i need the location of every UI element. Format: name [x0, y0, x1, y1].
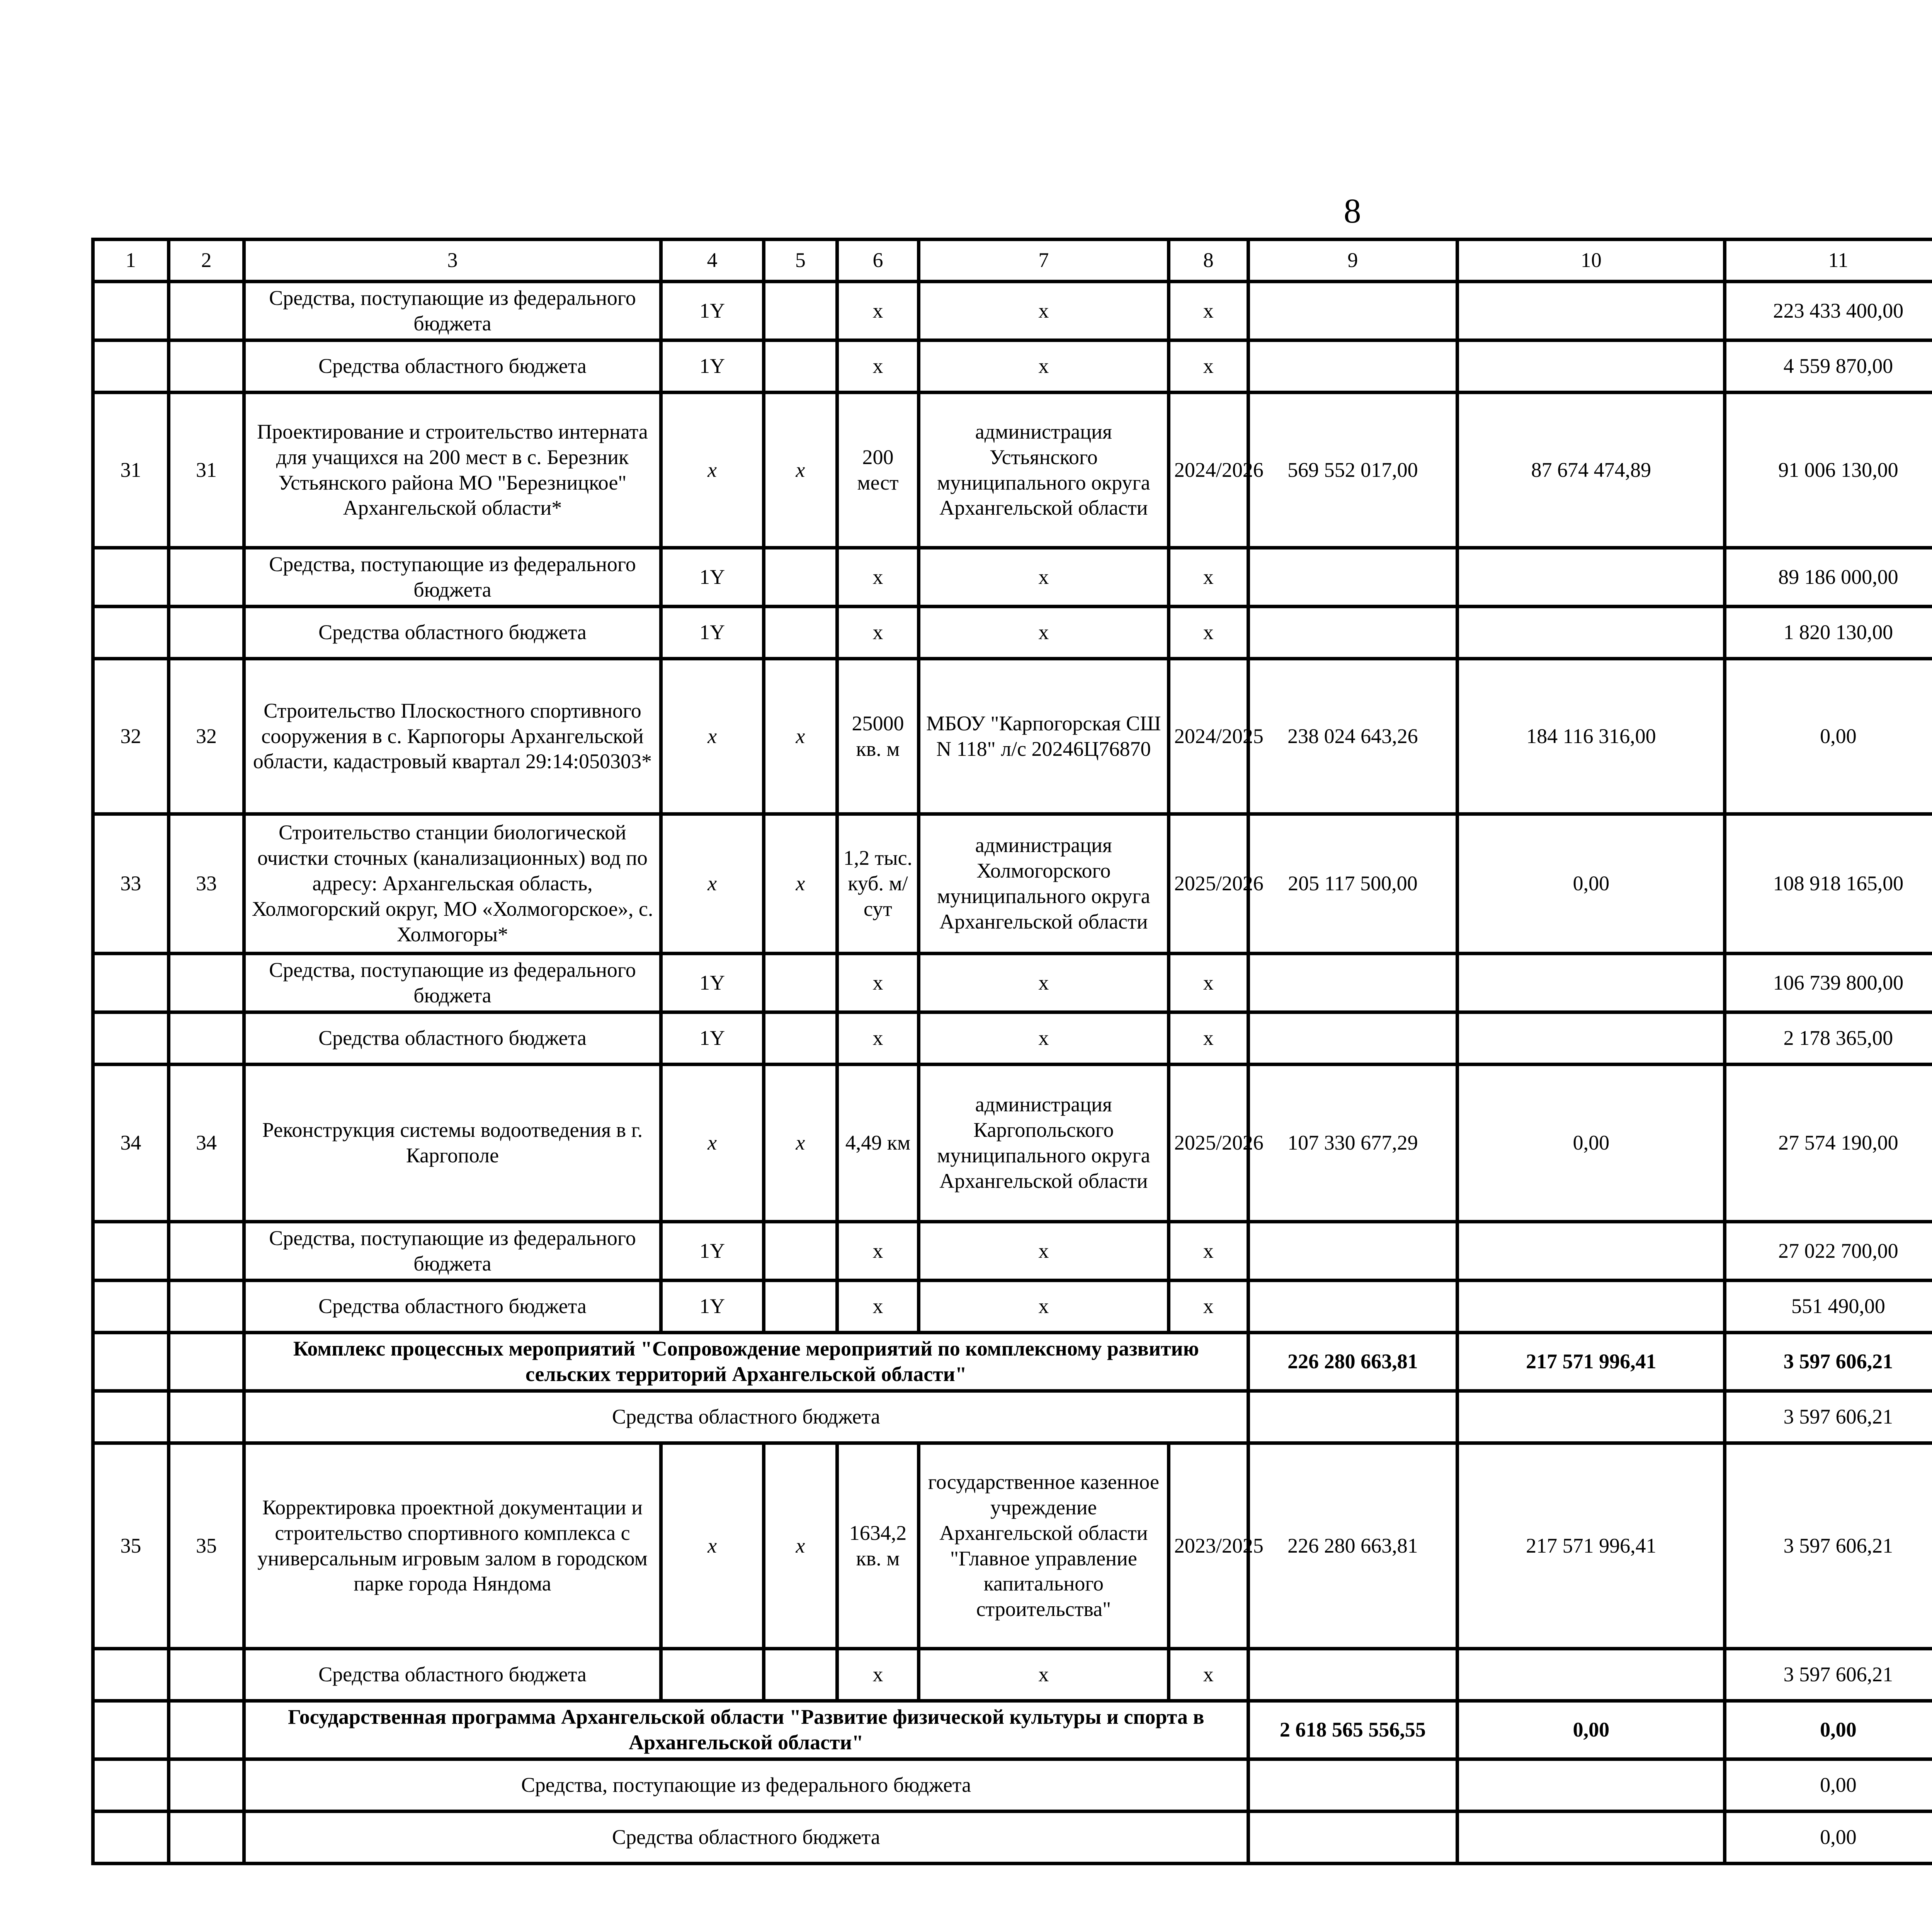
- period-cell: 2024/2026: [1168, 393, 1248, 548]
- indicator-cell: х: [918, 607, 1168, 659]
- indicator-cell: х: [918, 1281, 1168, 1333]
- table-row: [93, 340, 1932, 393]
- section-title: Комплекс процессных мероприятий "Сопровождение мероприятий по комплексному развитию сельских территорий Архангельской области": [244, 1333, 1248, 1391]
- project-name: Строительство Плоскостного спортивного сооружения в с. Карпогоры Архангельской области, кадастровый квартал 29:14:050303*: [244, 659, 661, 814]
- indicator-cell: 1Y: [661, 340, 764, 393]
- indicator-cell: 1Y: [661, 1012, 764, 1065]
- funding-source-label: Средства областного бюджета: [244, 607, 661, 659]
- row-number: 33: [168, 814, 244, 954]
- indicator-cell: x: [764, 1065, 837, 1222]
- indicator-cell: x: [661, 1065, 764, 1222]
- row-number: 34: [168, 1065, 244, 1222]
- indicator-cell: х: [837, 607, 919, 659]
- project-name: Строительство станции биологической очистки сточных (канализационных) вод по адресу: Архангельская область, Холмогорский округ, МО «Холмогорское», с. Холмогоры*: [244, 814, 661, 954]
- indicator-cell: х: [918, 548, 1168, 607]
- indicator-cell: х: [918, 1012, 1168, 1065]
- executor-cell: государственное казенное учреждение Архангельской области "Главное управление капитального строительства": [918, 1443, 1168, 1649]
- project-row: [93, 659, 1932, 814]
- indicator-cell: x: [764, 814, 837, 954]
- indicator-cell: x: [764, 659, 837, 814]
- executor-cell: МБОУ "Карпогорская СШ N 118" л/с 20246Ц76870: [918, 659, 1168, 814]
- amount-cell: 551 490,00: [1725, 1281, 1932, 1333]
- project-row: [93, 1065, 1932, 1222]
- indicator-cell: х: [1168, 1222, 1248, 1281]
- amount-cell: 2 618 565 556,55: [1248, 1701, 1458, 1759]
- indicator-cell: x: [764, 393, 837, 548]
- executor-cell: администрация Каргопольского муниципального округа Архангельской области: [918, 1065, 1168, 1222]
- indicator-cell: х: [918, 1649, 1168, 1701]
- program-total-row: [93, 1701, 1932, 1759]
- row-number: 34: [93, 1065, 169, 1222]
- row-number: 32: [168, 659, 244, 814]
- funding-source-label: Средства, поступающие из федерального бюджета: [244, 548, 661, 607]
- table-row: [93, 1012, 1932, 1065]
- indicator-cell: х: [918, 954, 1168, 1012]
- amount-cell: 2 178 365,00: [1725, 1012, 1932, 1065]
- column-header: 6: [837, 240, 919, 282]
- amount-cell: 226 280 663,81: [1248, 1333, 1458, 1391]
- table-row: [93, 1759, 1932, 1812]
- column-header: 3: [244, 240, 661, 282]
- indicator-cell: х: [1168, 607, 1248, 659]
- row-number: 31: [93, 393, 169, 548]
- amount-cell: 0,00: [1725, 1759, 1932, 1812]
- indicator-cell: х: [837, 340, 919, 393]
- period-cell: 2025/2026: [1168, 1065, 1248, 1222]
- amount-cell: 223 433 400,00: [1725, 282, 1932, 340]
- funding-source-label: Средства областного бюджета: [244, 1281, 661, 1333]
- table-row: [93, 1649, 1932, 1701]
- indicator-cell: х: [837, 1222, 919, 1281]
- amount-cell: 217 571 996,41: [1458, 1443, 1725, 1649]
- indicator-cell: х: [837, 1012, 919, 1065]
- amount-cell: 3 597 606,21: [1725, 1333, 1932, 1391]
- amount-cell: 106 739 800,00: [1725, 954, 1932, 1012]
- executor-cell: администрация Устьянского муниципального округа Архангельской области: [918, 393, 1168, 548]
- capacity-cell: 1634,2 кв. м: [837, 1443, 919, 1649]
- capacity-cell: 4,49 км: [837, 1065, 919, 1222]
- column-header: 2: [168, 240, 244, 282]
- column-header: 10: [1458, 240, 1725, 282]
- section-total-row: [93, 1333, 1932, 1391]
- column-header: 7: [918, 240, 1168, 282]
- indicator-cell: х: [918, 282, 1168, 340]
- indicator-cell: х: [837, 282, 919, 340]
- period-cell: 2025/2026: [1168, 814, 1248, 954]
- table-row: [93, 1281, 1932, 1333]
- indicator-cell: х: [1168, 548, 1248, 607]
- column-header: 5: [764, 240, 837, 282]
- indicator-cell: x: [661, 1443, 764, 1649]
- indicator-cell: 1Y: [661, 1281, 764, 1333]
- indicator-cell: х: [837, 954, 919, 1012]
- funding-source-label: Средства областного бюджета: [244, 1391, 1248, 1443]
- funding-source-label: Средства, поступающие из федерального бюджета: [244, 954, 661, 1012]
- amount-cell: 0,00: [1458, 1701, 1725, 1759]
- amount-cell: 184 116 316,00: [1458, 659, 1725, 814]
- table-row: [93, 1812, 1932, 1864]
- table-row: [93, 548, 1932, 607]
- amount-cell: 0,00: [1725, 1812, 1932, 1864]
- project-name: Корректировка проектной документации и строительство спортивного комплекса с универсальным игровым залом в городском парке города Няндома: [244, 1443, 661, 1649]
- column-header: 8: [1168, 240, 1248, 282]
- amount-cell: 226 280 663,81: [1248, 1443, 1458, 1649]
- funding-source-label: Средства, поступающие из федерального бюджета: [244, 1222, 661, 1281]
- column-header: 11: [1725, 240, 1932, 282]
- table-row: [93, 282, 1932, 340]
- indicator-cell: х: [1168, 954, 1248, 1012]
- column-header: 4: [661, 240, 764, 282]
- amount-cell: 0,00: [1458, 814, 1725, 954]
- indicator-cell: х: [918, 340, 1168, 393]
- indicator-cell: 1Y: [661, 548, 764, 607]
- project-name: Проектирование и строительство интерната для учащихся на 200 мест в с. Березник Устьянского района МО "Березницкое" Архангельской области*: [244, 393, 661, 548]
- amount-cell: 0,00: [1458, 1065, 1725, 1222]
- indicator-cell: x: [661, 814, 764, 954]
- table-row: [93, 607, 1932, 659]
- table-row: [93, 1391, 1932, 1443]
- amount-cell: 87 674 474,89: [1458, 393, 1725, 548]
- amount-cell: 91 006 130,00: [1725, 393, 1932, 548]
- amount-cell: 27 574 190,00: [1725, 1065, 1932, 1222]
- table-row: [93, 954, 1932, 1012]
- amount-cell: 205 117 500,00: [1248, 814, 1458, 954]
- period-cell: 2023/2025: [1168, 1443, 1248, 1649]
- column-header-row: [93, 240, 1932, 282]
- amount-cell: 0,00: [1725, 1701, 1932, 1759]
- indicator-cell: 1Y: [661, 954, 764, 1012]
- funding-source-label: Средства областного бюджета: [244, 340, 661, 393]
- amount-cell: 0,00: [1725, 659, 1932, 814]
- row-number: 35: [93, 1443, 169, 1649]
- funding-source-label: Средства, поступающие из федерального бюджета: [244, 282, 661, 340]
- amount-cell: 27 022 700,00: [1725, 1222, 1932, 1281]
- amount-cell: 3 597 606,21: [1725, 1391, 1932, 1443]
- period-cell: 2024/2025: [1168, 659, 1248, 814]
- page-number: 8: [1344, 192, 1361, 230]
- project-row: [93, 393, 1932, 548]
- indicator-cell: 1Y: [661, 607, 764, 659]
- indicator-cell: х: [1168, 282, 1248, 340]
- amount-cell: 1 820 130,00: [1725, 607, 1932, 659]
- row-number: 31: [168, 393, 244, 548]
- amount-cell: 238 024 643,26: [1248, 659, 1458, 814]
- indicator-cell: х: [1168, 1649, 1248, 1701]
- column-header: 1: [93, 240, 169, 282]
- indicator-cell: х: [837, 1281, 919, 1333]
- project-name: Реконструкция системы водоотведения в г. Каргополе: [244, 1065, 661, 1222]
- indicator-cell: x: [661, 659, 764, 814]
- row-number: 33: [93, 814, 169, 954]
- project-row: [93, 814, 1932, 954]
- budget-table: [91, 238, 1932, 1865]
- funding-source-label: Средства областного бюджета: [244, 1012, 661, 1065]
- amount-cell: 3 597 606,21: [1725, 1649, 1932, 1701]
- indicator-cell: x: [661, 393, 764, 548]
- indicator-cell: 1Y: [661, 282, 764, 340]
- indicator-cell: 1Y: [661, 1222, 764, 1281]
- program-title: Государственная программа Архангельской области "Развитие физической культуры и спорта в Архангельской области": [244, 1701, 1248, 1759]
- indicator-cell: х: [837, 548, 919, 607]
- amount-cell: 3 597 606,21: [1725, 1443, 1932, 1649]
- indicator-cell: х: [1168, 340, 1248, 393]
- column-header: 9: [1248, 240, 1458, 282]
- capacity-cell: 1,2 тыс. куб. м/сут: [837, 814, 919, 954]
- capacity-cell: 200 мест: [837, 393, 919, 548]
- capacity-cell: 25000 кв. м: [837, 659, 919, 814]
- funding-source-label: Средства областного бюджета: [244, 1812, 1248, 1864]
- amount-cell: 4 559 870,00: [1725, 340, 1932, 393]
- indicator-cell: х: [918, 1222, 1168, 1281]
- indicator-cell: х: [1168, 1012, 1248, 1065]
- funding-source-label: Средства областного бюджета: [244, 1649, 661, 1701]
- amount-cell: 569 552 017,00: [1248, 393, 1458, 548]
- indicator-cell: x: [764, 1443, 837, 1649]
- table-row: [93, 1222, 1932, 1281]
- funding-source-label: Средства, поступающие из федерального бюджета: [244, 1759, 1248, 1812]
- row-number: 35: [168, 1443, 244, 1649]
- executor-cell: администрация Холмогорского муниципального округа Архангельской области: [918, 814, 1168, 954]
- amount-cell: 217 571 996,41: [1458, 1333, 1725, 1391]
- row-number: 32: [93, 659, 169, 814]
- indicator-cell: х: [1168, 1281, 1248, 1333]
- amount-cell: 89 186 000,00: [1725, 548, 1932, 607]
- amount-cell: 107 330 677,29: [1248, 1065, 1458, 1222]
- amount-cell: 108 918 165,00: [1725, 814, 1932, 954]
- project-row: [93, 1443, 1932, 1649]
- indicator-cell: х: [837, 1649, 919, 1701]
